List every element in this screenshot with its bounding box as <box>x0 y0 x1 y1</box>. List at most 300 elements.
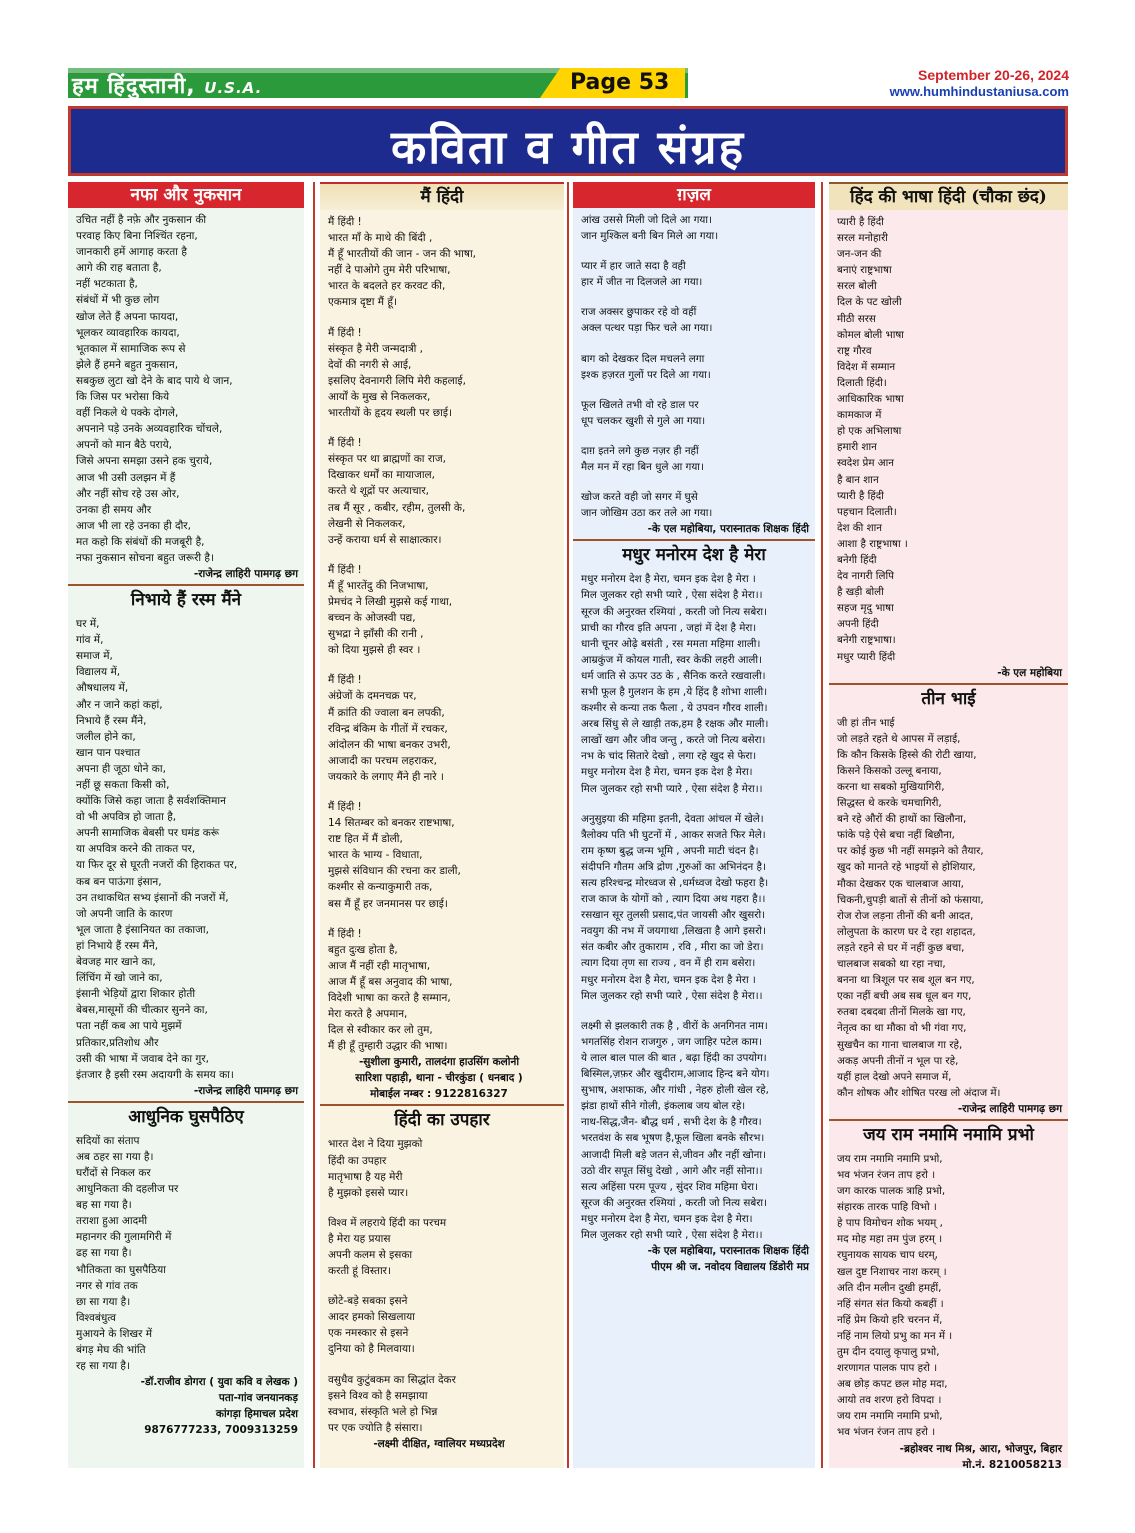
poem-line: भूलकर व्यावहारिक कायदा, <box>76 326 180 339</box>
poem-line: ये लाल बाल पाल की बात , बढ़ा हिंदी का उपयोग। <box>581 1051 767 1064</box>
poem-line: मैं हिंदी ! <box>328 326 362 339</box>
poem-line: आज मैं हूँ बस अनुवाद की भाषा, <box>328 975 453 988</box>
poem-line: देव नागरी लिपि <box>837 570 894 583</box>
poem-line: सुभाष, अशफाक, और गांधी , नेहरु होली खेल रहे, <box>581 1084 769 1097</box>
poem-line: दिल के पट खोली <box>837 296 902 309</box>
column-divider <box>313 182 315 1468</box>
poem-line: करना था सबको मुखियागिरी, <box>837 781 945 793</box>
stanza-gap <box>581 290 809 304</box>
poem-line: कामकाज में <box>837 409 882 422</box>
stanza-gap <box>581 1004 809 1018</box>
poem-line: खोज करते वही जो सगर में घुसे <box>581 491 698 504</box>
poem-line: राम कृष्ण बुद्ध जन्म भूमि , अपनी माटी चंदन है। <box>581 844 759 857</box>
banner-title: कविता व गीत संग्रह <box>390 120 746 174</box>
poem-line: अपनों को मान बैठे पराये, <box>76 439 172 452</box>
poem-author: -लक्ष्मी दीक्षित, ग्वालियर मध्यप्रदेश <box>373 1437 505 1450</box>
poem-line: लक्ष्मी से झलकारी तक है , वीरों के अनगिनत नाम। <box>581 1019 768 1032</box>
poem-line: मिल जुलकर रहो सभी प्यारे , ऐसा संदेश है मेरा।। <box>581 1228 763 1241</box>
poem-line: और नहीं सोच रहे उस ओर, <box>76 487 180 500</box>
poem-line: बह सा गया है। <box>76 1199 132 1212</box>
poem-line: तब मैं सूर , कबीर, रहीम, तुलसी के, <box>328 501 466 514</box>
poem-line: को दिया मुझसे ही स्वर । <box>328 644 421 657</box>
poem-line: बहुत दुःख होता है, <box>328 943 398 956</box>
poem-line: अति दीन मलीन दुखी हमहीं, <box>837 1281 942 1294</box>
column-divider <box>567 182 569 1468</box>
poem-line: मीठी सरस <box>837 312 876 325</box>
poem-line: दिखाकर धर्मों का मायाजाल, <box>328 469 435 482</box>
poem-line: जय राम नमामि नमामि प्रभो, <box>837 1152 943 1165</box>
poem-line: आम्रकुंज में कोयल गाती, स्वर केकी लहरी आली। <box>581 653 762 666</box>
poem-line: राष्ट्र गौरव <box>837 344 872 357</box>
brand-usa: U.S.A. <box>204 79 263 97</box>
poem-title: ग़ज़ल <box>573 182 815 208</box>
poem-line: मैल मन में रहा बिन धुले आ गया। <box>581 461 704 474</box>
poem-body <box>68 208 304 566</box>
poem-line: नहिं संगत संत कियो कबहीं । <box>837 1297 944 1310</box>
stanza-gap <box>581 475 809 489</box>
poem-line: मधुर प्यारी हिंदी <box>837 650 896 663</box>
poem-line: गांव में, <box>76 634 104 647</box>
poem-line: भारत देश ने दिया मुझको <box>328 1138 423 1151</box>
stanza-gap <box>581 244 809 258</box>
poem-line: आंदोलन की भाषा बनकर उभरी, <box>328 738 451 751</box>
poem-title: तीन भाई <box>829 683 1068 709</box>
poem-line: सत्य हरिश्चन्द्र मोरध्वज से ,धर्मध्वज देखो फहरा है। <box>581 877 769 889</box>
poem-line: अपना ही जूठा धोने का, <box>76 762 166 775</box>
poem-line: अकड़ अपनी तीनों न भूल पा रहे, <box>837 1054 959 1067</box>
poem-line: जान जोखिम उठा कर तले आ गया। <box>581 507 713 520</box>
poem-line: छोटे-बड़े सबका इसने <box>328 1295 408 1308</box>
poem-line: आशा है राष्ट्रभाषा । <box>837 537 908 550</box>
poem-line: बिस्मिल,ज़फ़र और खुदीराम,आजाद हिन्द बने योग। <box>581 1068 770 1081</box>
poem-line: खोज लेते हैं अपना फायदा, <box>76 310 179 323</box>
stanza-gap <box>328 548 558 562</box>
stanza-gap <box>328 912 558 926</box>
poem-body <box>68 612 304 1083</box>
poem-line: अक्ल पत्थर पड़ा फिर चले आ गया। <box>581 322 713 335</box>
poem-line: नहीं छू सकता किसी को, <box>76 779 170 791</box>
poem-line: आगे की राह बताता है, <box>76 262 162 275</box>
poem-line: बनना था त्रिशूल पर सब शूल बन गए, <box>837 974 975 987</box>
poem-line: धर्म जाति से ऊपर उठ के , सैनिक करते रखवाली। <box>581 669 766 682</box>
poem-body <box>829 1147 1068 1441</box>
poem-line: भारतीयों के हृदय स्थली पर छाई। <box>328 407 452 420</box>
poem-body <box>320 1132 564 1436</box>
poem-line: दिलाती हिंदी। <box>837 376 887 389</box>
poem-line: कि कौन किसके हिस्से की रोटी खाया, <box>837 748 977 761</box>
poem-line: करते थे शूद्रों पर अत्याचार, <box>328 485 429 498</box>
poem-author-line: -डॉ.राजीव डोगरा ( युवा कवि व लेखक ) <box>140 1376 298 1389</box>
poem-line: एक नमस्कार से इसने <box>328 1327 409 1340</box>
poem-line: चिकनी,चुपड़ी बातों से तीनों को फंसाया, <box>837 893 984 906</box>
poem-line: पर एक ज्योति है संसारा। <box>328 1421 423 1434</box>
poem-line: भरतवंश के सब भूषण है,फूल खिला बनके सौरभ। <box>581 1132 765 1145</box>
poem-line: मैं हिंदी ! <box>328 437 362 450</box>
poem-line: स्वदेश प्रेम आन <box>837 457 895 470</box>
poem-title: हिंद की भाषा हिंदी (चौका छंद) <box>829 182 1068 210</box>
poem-line: उन तथाकथित सभ्य इंसानों की नजरों में, <box>76 891 229 904</box>
stanza-gap <box>328 785 558 799</box>
poem-line: पहचान दिलाती। <box>837 505 897 518</box>
poem-line: है मेरा यह प्रयास <box>328 1232 391 1245</box>
poem-line: आंख उससे मिली जो दिले आ गया। <box>581 214 712 226</box>
poem-line: वो भी अपवित्र हो जाता है, <box>76 811 177 824</box>
poem-line: जिसे अपना समझा उसने हक चुराये, <box>76 455 213 468</box>
poem-line: उनका ही समय और <box>76 503 152 516</box>
poem-line: एकमात्र दृष्टा मैं हूँ। <box>328 296 397 309</box>
poem-author-line: पीएम श्री ज. नवोदय विद्यालय डिंडोरी मप्र <box>651 1261 809 1274</box>
poem-line: नहीं भटकाता है, <box>76 278 138 291</box>
poem-line: क्योंकि जिसे कहा जाता है सर्वशक्तिमान <box>76 795 226 808</box>
poem-line: रघुनायक सायक चाप धरम्, <box>837 1249 938 1262</box>
poem-line: और न जाने कहां कहां, <box>76 698 163 711</box>
poem-line: नहिं प्रेम कियो हरि चरनन में, <box>837 1313 943 1326</box>
poem-author: -के एल महोबिया, परास्नातक शिक्षक हिंदी <box>647 523 809 536</box>
poem-line: आधुनिकता की दहलीज पर <box>76 1183 179 1196</box>
poem-line: मैं हिंदी ! <box>328 927 362 940</box>
poem-line: मुझसे संविधान की रचना कर डाली, <box>328 865 461 878</box>
poem-line: किसने किसको उल्लू बनाया, <box>837 764 942 777</box>
poem-line: सरल मनोहारी <box>837 232 888 245</box>
poem-line: बच्चन के ओजस्वी पद्य, <box>328 612 416 625</box>
poem-line: मधुर मनोरम देश है मेरा, चमन इक देश है मेरा । <box>581 573 756 586</box>
poem-line: लड़ते रहने से घर में नहीं कुछ बचा, <box>837 941 965 954</box>
poem-line: उचित नहीं है नफ़े और नुकसान की <box>76 214 207 226</box>
poem-line: मत कहो कि संबंधों की मजबूरी है, <box>76 535 205 548</box>
poem-title: निभाये हैं रस्म मैंने <box>68 584 304 610</box>
poem-line: बेबस,मासूमों की चीत्कार सुनने का, <box>76 1004 208 1017</box>
poem-line: है बान शान <box>837 473 879 486</box>
poem-line: बाग को देखकर दिल मचलने लगा <box>581 352 705 365</box>
poem-author-line: -सुशीला कुमारी, तालदंगा हाउसिंग कलोनी <box>358 1056 520 1069</box>
poem-line: मद मोह महा तम पुंज हरम् । <box>837 1233 943 1246</box>
poem-line: मधुर मनोरम देश है मेरा, चमन इक देश है मेरा । <box>581 973 756 986</box>
poem-line: नाथ-सिद्ध,जैन- बौद्ध धर्म , सभी देश के है गौरव। <box>581 1116 762 1129</box>
poem-line: सहज मृदु भाषा <box>837 602 894 615</box>
poem-title: मैं हिंदी <box>320 182 564 210</box>
poem-line: ढह सा गया है। <box>76 1247 132 1260</box>
poem-line: मौका देखकर एक चालबाज आया, <box>837 877 964 890</box>
stanza-gap <box>581 797 809 811</box>
poem-line: बंगड़ मेघ की भांति <box>76 1344 146 1356</box>
column-1 <box>68 182 304 1468</box>
poem-line: वसुधैव कुटुंबकम का सिद्धांत देकर <box>328 1373 456 1386</box>
poem-line: हार में जीत ना दिलजले आ गया। <box>581 276 703 289</box>
website-link[interactable]: www.humhindustaniusa.com <box>889 84 1069 99</box>
poem-author: -राजेन्द्र लाहिरी पामगढ़ छग <box>193 1084 298 1097</box>
poem-author-line: मोबाईल नम्बर : 9122816327 <box>370 1088 508 1101</box>
poem-line: संदीपनि गौतम अत्रि द्रोण ,गुरुओं का अभिनंदन है। <box>581 860 766 873</box>
poem-line: चालबाज सबको था रहा नचा, <box>837 958 946 971</box>
poem-line: या फिर दूर से घूरती नजरों की हिराकत पर, <box>76 859 238 872</box>
poem-line: परवाह किए बिना निश्चिंत रहना, <box>76 230 198 243</box>
poem-author-line: मो.नं. 8210058213 <box>962 1458 1062 1468</box>
poem-line: विदेशी भाषा का करते है सम्मान, <box>328 992 451 1005</box>
poem-line: राज काज के योगों को , त्याग दिया अथ गहरा है।। <box>581 893 766 906</box>
poem-line: कश्मीर से कन्या तक फैला , ये उपवन गौरव शाली। <box>581 702 768 715</box>
poem-body <box>829 711 1068 1101</box>
poem-line: राज अक्सर छुपाकर रहे वो वहीं <box>581 306 697 319</box>
poem-line: लाखों खग और जीव जन्तु , करते जो नित्य बसेरा। <box>581 734 766 747</box>
poem-line: हां निभाये हैं रस्म मैंने, <box>76 939 159 952</box>
poem-line: मिल जुलकर रहो सभी प्यारे , ऐसा संदेश है मेरा।। <box>581 782 763 795</box>
poem-line: तराशा हुआ आदमी <box>76 1215 148 1228</box>
poem-line: प्यारी है हिंदी <box>837 216 884 228</box>
stanza-gap <box>328 421 558 435</box>
poem-line: करती हूं विस्तार। <box>328 1265 391 1278</box>
poem-line: विद्यालय में, <box>76 666 121 679</box>
poem-line: सिद्धस्त थे करके चमचागिरी, <box>837 797 942 810</box>
poem-line: नवयुग की नभ में जयगाथा ,लिखता है आगे इसरो। <box>581 925 766 938</box>
poem-line: उठो वीर सपूत सिंधु देखो , आगे और नहीं सोना।। <box>581 1164 763 1177</box>
stanza-gap <box>581 429 809 443</box>
poem-line: मैं हिंदी ! <box>328 801 362 813</box>
poem-line: उसी की भाषा में जवाब देने का गुर, <box>76 1052 209 1065</box>
column-2 <box>320 182 564 1468</box>
poem-line: प्रेमचंद ने लिखी मुझसे कई गाथा, <box>328 595 453 608</box>
poem-line: एका नहीं बची अब सब धूल बन गए, <box>837 990 972 1003</box>
poem-line: नफा नुकसान सोचना बहुत जरूरी है। <box>76 551 214 564</box>
poem-line: बनेगी राष्ट्रभाषा। <box>837 634 896 647</box>
poem-author: -राजेन्द्र लाहिरी पामगढ़ छग <box>193 568 298 581</box>
poem-line: आधिकारिक भाषा <box>837 393 904 406</box>
poem-line: 14 सितम्बर को बनकर राष्टभाषा, <box>328 817 455 830</box>
poem-line: आज मैं नहीं रही मातृभाषा, <box>328 959 431 972</box>
poem-line: सूरज की अनुरक्त रश्मियां , करती जो नित्य सबेरा। <box>581 1196 767 1209</box>
poem-line: झेले हैं हमने बहुत नुकसान, <box>76 358 179 371</box>
poem-line: मैं ही हूँ तुम्हारी उद्धार की भाषा। <box>328 1040 448 1053</box>
poem-line: इसलिए देवनागरी लिपि मेरी कहलाई, <box>328 374 466 387</box>
poem-line: रसखान सूर तुलसी प्रसाद,पंत जायसी और खुसरो। <box>581 909 766 922</box>
poem-line: कौन शोषक और शोषित परख लो अंदाज में। <box>837 1086 1001 1099</box>
poem-line: प्रतिकार,प्रतिशोध और <box>76 1036 159 1049</box>
poem-line: वहीं निकले थे पक्के दोगले, <box>76 407 179 420</box>
poem-line: छा सा गया है। <box>76 1295 131 1308</box>
poem-line: संस्कृत है मेरी जन्मदात्री , <box>328 342 424 355</box>
poem-line: सुखचैन का गाना चालबाज गा रहे, <box>837 1038 963 1051</box>
poem-line: राष्ट हित में मैं डोली, <box>328 833 403 846</box>
stanza-gap <box>328 1358 558 1372</box>
poem-line: जय राम नमामि नमामि प्रभो, <box>837 1410 943 1423</box>
poem-line: भारत माँ के माथे की बिंदी , <box>328 232 433 245</box>
poem-body <box>573 208 815 521</box>
poem-line: मैं क्रांति की ज्वाला बन लपकी, <box>328 706 445 719</box>
poem-line: हो एक अभिलाषा <box>837 425 902 438</box>
poem-line: मातृभाषा है यह मेरी <box>328 1170 403 1183</box>
poem-line: है खड़ी बोली <box>837 586 884 599</box>
poem-line: खुद को मानते रहे भाइयों से होशियार, <box>837 861 976 874</box>
poem-line: आर्यों के मुख से निकलकर, <box>328 390 431 403</box>
poem-line: भूतकाल में सामाजिक रूप से <box>76 342 186 355</box>
poem-line: इश्क हज़रत गुलों पर दिले आ गया। <box>581 368 711 381</box>
poem-title: नफा और नुकसान <box>68 182 304 208</box>
poem-line: धानी चूनर ओढ़े बसंती , रस ममता महिमा शाली। <box>581 637 761 650</box>
poem-line: या अपवित्र करने की ताकत पर, <box>76 843 196 856</box>
poem-line: नगर से गांव तक <box>76 1279 138 1292</box>
poem-line: मेरा करते है अपमान, <box>328 1008 408 1021</box>
poem-line: प्राची का गौरव इति अपना , जहां में देश है मेरा। <box>581 621 757 634</box>
poem-line: जी हां तीन भाई <box>837 716 895 729</box>
poem-line: रह सा गया है। <box>76 1360 130 1373</box>
poem-line: मधुर मनोरम देश है मेरा, चमन इक देश है मेरा। <box>581 1212 753 1225</box>
poem-line: सुभद्रा ने झाँसी की रानी , <box>328 628 424 641</box>
poem-line: हमारी शान <box>837 441 877 454</box>
poem-line: नहीं दे पाओगे तुम मेरी परिभाषा, <box>328 264 451 277</box>
poem-line: आदर हमको सिखलाया <box>328 1311 415 1324</box>
poem-line: अनुसुइया की महिमा इतनी, देवता आंचल में खेले। <box>581 812 764 825</box>
poem-title: मधुर मनोरम देश है मेरा <box>573 539 815 565</box>
poem-line: दिल से स्वीकार कर लो तुम, <box>328 1024 433 1037</box>
poem-line: अब ठहर सा गया है। <box>76 1150 154 1163</box>
poem-line: रुतबा दबदबा तीनों मिलके खा गए, <box>837 1006 966 1019</box>
poem-title: हिंदी का उपहार <box>320 1104 564 1130</box>
poem-line: इंतजार है इसी रस्म अदायगी के समय का। <box>76 1068 234 1081</box>
poem-line: उन्हें कराया धर्म से साक्षात्कार। <box>328 533 442 546</box>
column-divider <box>821 182 823 1468</box>
poem-line: बनाएं राष्ट्रभाषा <box>837 264 892 277</box>
poem-line: कोमल बोली भाषा <box>837 328 904 341</box>
poem-line: भव भंजन रंजन ताप हरो । <box>837 1426 936 1439</box>
poem-line: बने रहे औरों की हाथों का खिलौना, <box>837 813 967 826</box>
poem-line: विश्वबंधुत्व <box>76 1311 116 1324</box>
poem-line: आजादी का परचम लहराकर, <box>328 754 437 767</box>
poem-line: बनेगी हिंदी <box>837 553 877 566</box>
poem-line: इसने विश्व को है समझाया <box>328 1389 428 1402</box>
poem-line: जन-जन की <box>837 248 882 261</box>
stanza-gap <box>581 337 809 351</box>
poem-line: झंडा हाथों सीने गोली, इंकलाब जय बोल रहे। <box>581 1100 746 1113</box>
poem-line: बस मैं हूँ हर जनमानस पर छाई। <box>328 897 448 910</box>
poem-author: -राजेन्द्र लाहिरी पामगढ़ छग <box>957 1102 1062 1115</box>
poem-line: हिंदी का उपहार <box>328 1154 387 1167</box>
poem-line: सबकुछ लुटा खो देने के बाद पाये थे जान, <box>76 374 233 387</box>
poem-line: नहिं नाम लियो प्रभु का मन में । <box>837 1329 953 1342</box>
poem-line: बेवजह मार खाने का, <box>76 956 156 969</box>
stanza-gap <box>328 658 558 672</box>
poem-line: मैं हिंदी ! <box>328 674 362 687</box>
poem-line: खान पान पश्चात <box>76 746 141 759</box>
poem-line: दुनिया को है मिलवाया। <box>328 1343 415 1356</box>
poem-line: समाज में, <box>76 650 113 663</box>
poem-line: प्यार में हार जाते सदा है वही <box>581 260 686 273</box>
poem-line: दाग़ इतने लगे कुछ नज़र ही नहीं <box>581 444 699 457</box>
stanza-gap <box>581 383 809 397</box>
poem-line: है मुझको इससे प्यार। <box>328 1186 409 1199</box>
poem-line: निभाये हैं रस्म मैंने, <box>76 714 147 727</box>
poem-author-line: 9876777233, 7009313259 <box>144 1424 298 1437</box>
poem-title: आधुनिक घुसपैठिए <box>68 1101 304 1127</box>
poem-line: आज भी ला रहे उनका ही दौर, <box>76 519 191 532</box>
poem-line: देश की शान <box>837 521 882 534</box>
poem-title: जय राम नमामि नमामि प्रभो <box>829 1119 1068 1145</box>
poem-line: जो अपनी जाति के कारण <box>76 907 173 920</box>
poem-author-line: सारिशा पहाड़ी, थाना - चीरकुंडा ( धनबाद ) <box>355 1072 523 1085</box>
poem-author: -के एल महोबिया <box>997 666 1062 679</box>
poem-line: कब बन पाऊंगा इंसान, <box>76 875 162 888</box>
stanza-gap <box>328 311 558 325</box>
poem-line: पर कोई कुछ भी नहीं समझने को तैयार, <box>837 845 984 858</box>
poem-line: जलील होने का, <box>76 730 136 743</box>
poem-body <box>573 567 815 1243</box>
poem-line: भारत के बदलते हर करवट की, <box>328 280 446 293</box>
poem-line: मैं हूँ भारतीयों की जान - जन की भाषा, <box>328 248 477 261</box>
column-4 <box>829 182 1068 1468</box>
poem-line: शरणागत पालक पाप हरो । <box>837 1362 938 1375</box>
poem-body <box>320 210 564 1054</box>
poem-line: त्याग दिया तृण सा राज्य , वन में ही राम बसेरा। <box>581 957 756 970</box>
poem-line: सदियों का संताप <box>76 1134 140 1147</box>
poem-line: मुआयने के शिखर में <box>76 1327 153 1340</box>
poem-line: रविन्द्र बंकिम के गीतों में रचकर, <box>328 722 448 735</box>
poem-line: संबंधों में भी कुछ लोग <box>76 294 160 307</box>
poem-line: सभी फूल है गुलशन के हम ,ये हिंद है शोभा शाली। <box>581 685 768 698</box>
poem-line: जो लड़ते रहते थे आपस में लड़ाई, <box>837 732 961 745</box>
poem-line: भूल जाता है इंसानियत का तकाजा, <box>76 923 209 936</box>
poem-line: संहारक तारक पाहि विभो । <box>837 1201 937 1214</box>
poem-line: जान मुश्किल बनी बिन मिले आ गया। <box>581 230 719 243</box>
poem-body <box>829 210 1068 665</box>
poem-line: लिंचिंग में खो जाने का, <box>76 972 163 985</box>
poem-line: खल दुष्ट निशाचर नाश करम् । <box>837 1265 947 1278</box>
poem-line: नेतृत्व का था मौका वो भी गंवा गए, <box>837 1022 967 1035</box>
poem-line: मिल जुलकर रहो सभी प्यारे , ऐसा संदेश है मेरा।। <box>581 989 763 1002</box>
issue-date: September 20-26, 2024 <box>918 67 1069 83</box>
poem-line: घरौंदों से निकल कर <box>76 1166 151 1179</box>
poem-line: भगतसिंह रोशन राजगुरु , जग जाहिर पटेल काम। <box>581 1035 762 1048</box>
poem-line: त्रैलोक्य पति भी घुटनों में , आकर सजते फिर मेले। <box>581 828 766 841</box>
poem-line: प्यारी है हिंदी <box>837 489 884 502</box>
poem-line: आजादी मिली बड़े जतन से,जीवन और नहीं खोना। <box>581 1148 766 1161</box>
poem-line: सत्य अहिंसा परम पूज्य , सुंदर शिव महिमा घेरा। <box>581 1180 758 1193</box>
poem-line: स्वभाव, संस्कृति भले हो भिन्न <box>328 1405 438 1418</box>
poem-line: अब छोड़ कपट छल मोह मदा, <box>837 1378 948 1391</box>
poem-line: कि जिस पर भरोसा किये <box>76 391 170 404</box>
poem-line: मिल जुलकर रहो सभी प्यारे , ऐसा संदेश है मेरा।। <box>581 589 763 602</box>
poem-line: सरल बोली <box>837 280 877 293</box>
poem-line: फूल खिलते तभी वो रहे डाल पर <box>581 398 699 411</box>
poem-line: लोलुपता के कारण घर दे रहा शहादत, <box>837 925 976 938</box>
poem-line: हे पाप विमोचन शोक भयम् , <box>837 1217 943 1230</box>
poem-line: मधुर मनोरम देश है मेरा, चमन इक देश है मेरा। <box>581 766 753 779</box>
section-banner <box>68 106 1068 176</box>
poem-line: जानकारी हमें आगाह करता है <box>76 246 187 259</box>
poem-line: महानगर की गुलामगिरी में <box>76 1231 172 1244</box>
poem-line: मैं हूँ भारतेंदु की निजभाषा, <box>328 579 429 592</box>
poem-body <box>68 1129 304 1374</box>
poem-line: घर में, <box>76 618 100 631</box>
page-label: Page 53 <box>570 70 670 95</box>
poem-line: आज भी उसी उलझन में हैं <box>76 471 176 484</box>
poem-line: अपनी सामाजिक बेबसी पर घमंड करूं <box>76 827 220 840</box>
poem-author-line: पता-गांव जनयानकड़ <box>218 1392 298 1405</box>
masthead-brand <box>72 70 262 100</box>
poem-line: देवों की नगरी से आई, <box>328 358 412 371</box>
poem-line: मैं हिंदी ! <box>328 563 362 576</box>
poem-author-line: -ब्रहोश्वर नाथ मिश्र, आरा, भोजपुर, बिहार <box>899 1442 1062 1455</box>
poem-line: नभ के चांद सितारे देखो , लगा रहे खुद से फेरा। <box>581 750 757 763</box>
stanza-gap <box>328 1201 558 1215</box>
poem-line: रोज रोज लड़ना तीनों की बनी आदत, <box>837 909 974 922</box>
stanza-gap <box>328 1279 558 1293</box>
poem-line: फांके पड़े ऐसे बचा नहीं बिछौना, <box>837 829 955 842</box>
poem-line: कश्मीर से कन्याकुमारी तक, <box>328 881 433 894</box>
poem-line: इंसानी भेड़ियों द्वारा शिकार होती <box>76 988 196 1001</box>
poem-line: यहीं हाल देखो अपने समाज में, <box>837 1070 952 1083</box>
poem-line: अपनी हिंदी <box>837 618 879 631</box>
poem-line: पता नहीं कब आ पाये मुझमें <box>76 1020 182 1033</box>
column-3 <box>573 182 815 1468</box>
brand-name: हम हिंदुस्तानी, <box>72 74 196 99</box>
